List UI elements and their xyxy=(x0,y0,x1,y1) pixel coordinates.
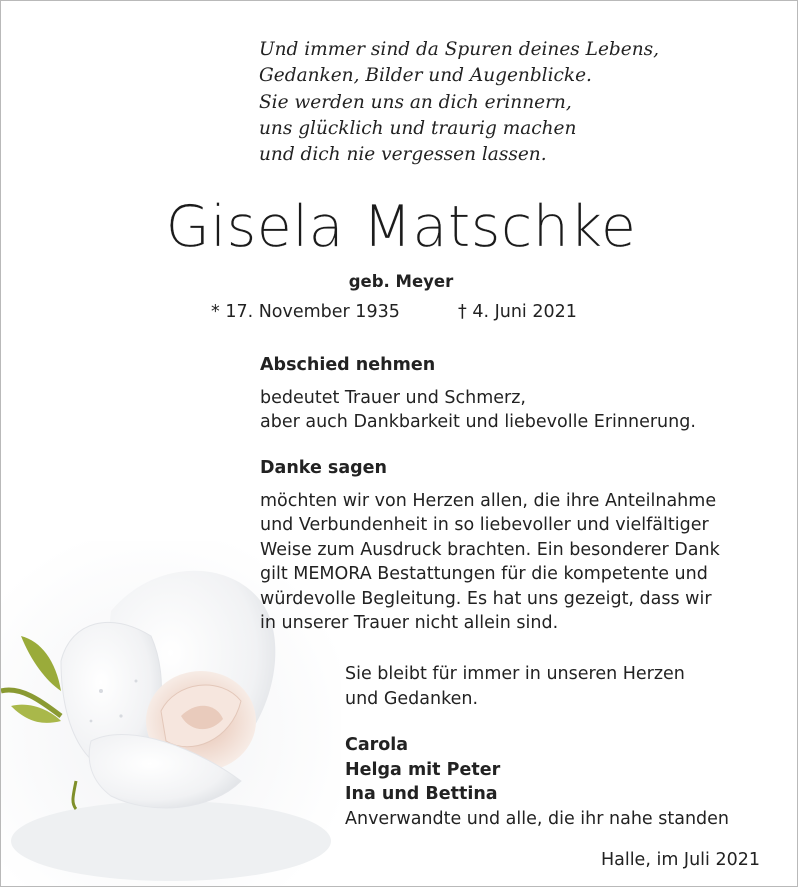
signer-name: Ina und Bettina xyxy=(345,784,498,804)
deceased-name: Gisela Matschke xyxy=(165,194,637,260)
thanks-line: möchten wir von Herzen allen, die ihre Anteilnahme xyxy=(260,490,717,511)
poem-line: Gedanken, Bilder und Augenblicke. xyxy=(259,65,592,87)
thanks-line: würdevolle Begleitung. Es hat uns gezeigt, dass wir xyxy=(260,588,712,609)
thanks-line: und Verbundenheit in so liebevoller und vielfältiger xyxy=(260,515,709,535)
thanks-line: gilt MEMORA Bestattungen für die kompetente und xyxy=(260,564,708,584)
poem-line: Und immer sind da Spuren deines Lebens, xyxy=(259,39,659,60)
signer-name: Helga mit Peter xyxy=(345,759,501,780)
farewell-heading: Abschied nehmen xyxy=(260,355,436,375)
thanks-line: in unserer Trauer nicht allein sind. xyxy=(260,613,559,633)
death-date: † 4. Juni 2021 xyxy=(458,302,577,322)
poem-line: Sie werden uns an dich erinnern, xyxy=(259,91,572,113)
place-and-date: Halle, im Juli 2021 xyxy=(600,850,760,870)
maiden-name: geb. Meyer xyxy=(348,272,454,291)
remembrance-line: Sie bleibt für immer in unseren Herzen xyxy=(345,664,685,684)
farewell-line: bedeutet Trauer und Schmerz, xyxy=(260,387,526,408)
birth-date: * 17. November 1935 xyxy=(211,302,400,322)
signers xyxy=(345,733,729,831)
thanks-heading: Danke sagen xyxy=(260,458,388,478)
thanks-line: Weise zum Ausdruck brachten. Ein besonderer Dank xyxy=(260,539,720,560)
thanks-section xyxy=(260,456,760,636)
memorial-poem xyxy=(259,37,659,168)
signer-relatives: Anverwandte und alle, die ihr nahe standen xyxy=(345,808,730,829)
poem-line: uns glücklich und traurig machen xyxy=(259,117,577,139)
poem-line: und dich nie vergessen lassen. xyxy=(259,144,547,166)
farewell-section xyxy=(260,353,760,435)
signer-name: Carola xyxy=(345,735,409,755)
remembrance-line: und Gedanken. xyxy=(345,688,479,709)
remembrance-text xyxy=(345,662,685,711)
farewell-line: aber auch Dankbarkeit und liebevolle Erinnerung. xyxy=(260,412,696,432)
